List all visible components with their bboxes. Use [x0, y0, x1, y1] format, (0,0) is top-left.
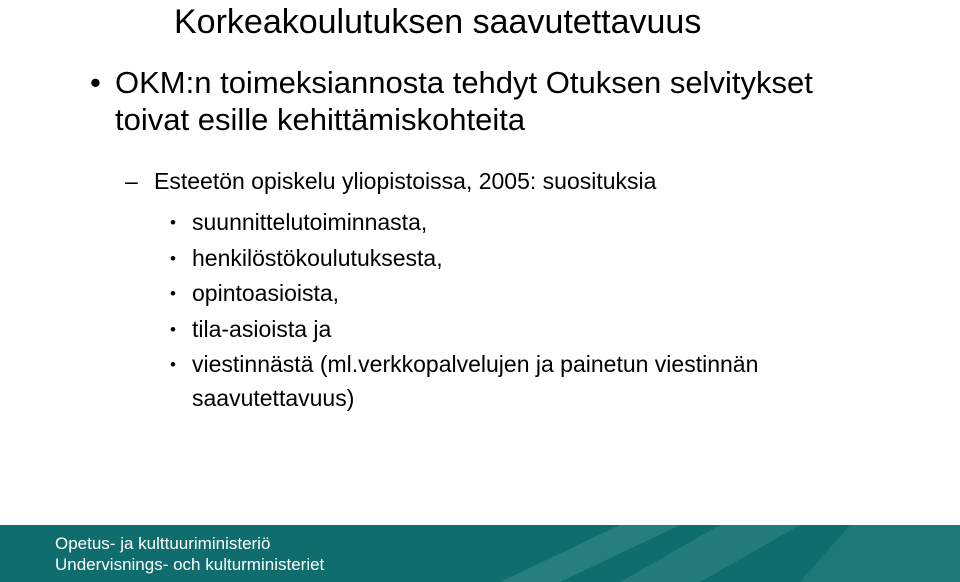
ministry-logo-text [55, 533, 324, 575]
footer-stripe [800, 525, 960, 582]
main-bullet-text: OKM:n toimeksiannosta tehdyt Otuksen selvitykset toivat esille kehittämiskohteita [115, 65, 813, 137]
list-item [170, 241, 852, 277]
ministry-name-finnish: Opetus- ja kulttuuriministeriö [55, 534, 271, 553]
bullet-marker: • [170, 319, 176, 339]
sub-bullet [125, 166, 656, 196]
list-item-text: opintoasioista, [192, 280, 340, 306]
bullet-marker: • [90, 65, 101, 100]
dash-marker: – [125, 168, 138, 194]
list-item-text: suunnittelutoiminnasta, [192, 209, 428, 235]
bullet-marker: • [170, 248, 176, 268]
slide-title: Korkeakoulutuksen saavutettavuus [174, 3, 702, 41]
bullet-marker: • [170, 284, 176, 303]
list-item-text: henkilöstökoulutuksesta, [192, 244, 443, 271]
list-item-text: tila-asioista ja [192, 315, 332, 342]
list-item [170, 276, 852, 312]
footer-bar [0, 525, 960, 582]
list-item [170, 347, 852, 415]
recommendations-list [170, 205, 852, 415]
bullet-marker: • [170, 213, 176, 232]
bullet-marker: • [170, 355, 176, 374]
list-item [170, 312, 852, 348]
ministry-name-swedish: Undervisnings- och kulturministeriet [55, 555, 325, 574]
sub-bullet-text: Esteetön opiskelu yliopistoissa, 2005: suosituksia [154, 168, 657, 194]
main-bullet [90, 64, 875, 138]
list-item-text: viestinnästä (ml.verkkopalvelujen ja painetun viestinnän saavutettavuus) [192, 351, 759, 411]
list-item [170, 205, 852, 241]
